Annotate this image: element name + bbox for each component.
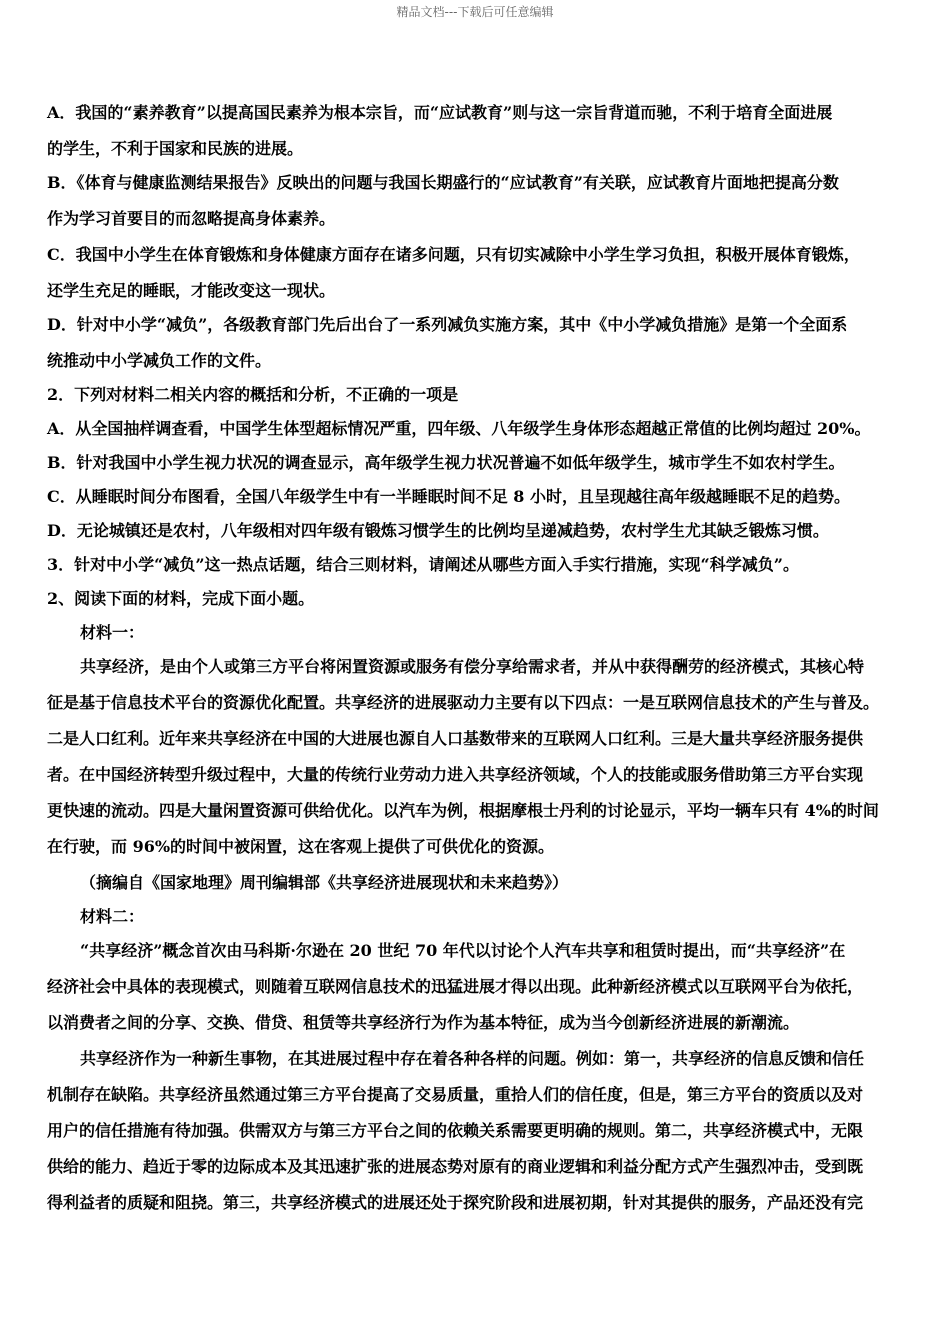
- material-1-source: （摘编自《国家地理》周刊编辑部《共享经济进展现状和未来趋势》）: [80, 873, 569, 892]
- q2-option-a: A．从全国抽样调查看，中国学生体型超标情况严重，四年级、八年级学生身体形态超越正常值的比例均超过 20%。: [47, 419, 871, 438]
- q2-option-d: D．无论城镇还是农村，八年级相对四年级有锻炼习惯学生的比例均呈递减趋势，农村学生尤其缺乏锻炼习惯。: [47, 521, 829, 540]
- material-2-para-2-line-2: 机制存在缺陷。共享经济虽然通过第三方平台提高了交易质量，重拾人们的信任度，但是，第三方平台的资质以及对: [47, 1085, 864, 1104]
- option-c-line-2: 还学生充足的睡眠，才能改变这一现状。: [47, 281, 336, 300]
- option-b-line-2: 作为学习首要目的而忽略提高身体素养。: [47, 209, 336, 228]
- question-3: 3．针对中小学“减负”这一热点话题，结合三则材料，请阐述从哪些方面入手实行措施，实现“科学减负”。: [47, 555, 799, 574]
- material-2-line-2: 经济社会中具体的表现模式，则随着互联网信息技术的迅猛进展才得以出现。此种新经济模式以互联网平台为依托，: [47, 977, 864, 996]
- question-2: 2．下列对材料二相关内容的概括和分析，不正确的一项是: [47, 385, 459, 404]
- q2-option-c: C．从睡眠时间分布图看，全国八年级学生中有一半睡眠时间不足 8 小时，且呈现越往高年级越睡眠不足的趋势。: [47, 487, 851, 506]
- material-2-para-2-line-1: 共享经济作为一种新生事物，在其进展过程中存在着各种各样的问题。例如：第一，共享经济的信息反馈和信任: [80, 1049, 865, 1068]
- option-d-line-2: 统推动中小学减负工作的文件。: [47, 351, 272, 370]
- page-header: 精品文档---下载后可任意编辑: [396, 5, 554, 19]
- option-d-line-1: D．针对中小学“减负”，各级教育部门先后出台了一系列减负实施方案，其中《中小学减负措施》是第一个全面系: [47, 315, 848, 334]
- material-2-para-2-line-3: 用户的信任措施有待加强。供需双方与第三方平台之间的依赖关系需要更明确的规则。第二，共享经济模式中，无限: [47, 1121, 864, 1140]
- material-1-line-1: 共享经济，是由个人或第三方平台将闲置资源或服务有偿分享给需求者，并从中获得酬劳的经济模式，其核心特: [80, 657, 865, 676]
- material-1-label: 材料一：: [80, 623, 145, 642]
- material-1-line-3: 二是人口红利。近年来共享经济在中国的大进展也源自人口基数带来的互联网人口红利。三是大量共享经济服务提供: [47, 729, 864, 748]
- option-b-line-1: B．《体育与健康监测结果报告》反映出的问题与我国长期盛行的“应试教育”有关联，应试教育片面地把提高分数: [47, 173, 839, 192]
- material-2-para-2-line-5: 得利益者的质疑和阻挠。第三，共享经济模式的进展还处于探究阶段和进展初期，针对其提供的服务，产品还没有完: [47, 1193, 864, 1212]
- material-2-label: 材料二：: [80, 907, 145, 926]
- material-1-line-5: 更快速的流动。四是大量闲置资源可供给优化。以汽车为例，根据摩根士丹利的讨论显示，平均一辆车只有 4%的时间: [47, 801, 879, 820]
- section-2-instruction: 2、阅读下面的材料，完成下面小题。: [47, 589, 315, 608]
- material-1-line-4: 者。在中国经济转型升级过程中，大量的传统行业劳动力进入共享经济领域，个人的技能或服务借助第三方平台实现: [47, 765, 864, 784]
- q2-option-b: B．针对我国中小学生视力状况的调查显示，高年级学生视力状况普遍不如低年级学生，城市学生不如农村学生。: [47, 453, 845, 472]
- option-c-line-1: C．我国中小学生在体育锻炼和身体健康方面存在诸多问题，只有切实减除中小学生学习负担，积极开展体育锻炼，: [47, 245, 860, 264]
- material-2-line-3: 以消费者之间的分享、交换、借贷、租赁等共享经济行为作为基本特征，成为当今创新经济进展的新潮流。: [47, 1013, 800, 1032]
- material-2-line-1: “共享经济”概念首次由马科斯·尔逊在 20 世纪 70 年代以讨论个人汽车共享和租赁时提出，而“共享经济”在: [80, 941, 846, 960]
- option-a-line-1: A．我国的“素养教育”以提高国民素养为根本宗旨，而“应试教育”则与这一宗旨背道而驰，不利于培育全面进展: [47, 103, 833, 122]
- material-1-line-2: 征是基于信息技术平台的资源优化配置。共享经济的进展驱动力主要有以下四点：一是互联网信息技术的产生与普及。: [47, 693, 880, 712]
- material-1-line-6: 在行驶，而 96%的时间中被闲置，这在客观上提供了可供优化的资源。: [47, 837, 555, 856]
- option-a-line-2: 的学生，不利于国家和民族的进展。: [47, 139, 304, 158]
- material-2-para-2-line-4: 供给的能力、趋近于零的边际成本及其迅速扩张的进展态势对原有的商业逻辑和利益分配方式产生强烈冲击，受到既: [47, 1157, 864, 1176]
